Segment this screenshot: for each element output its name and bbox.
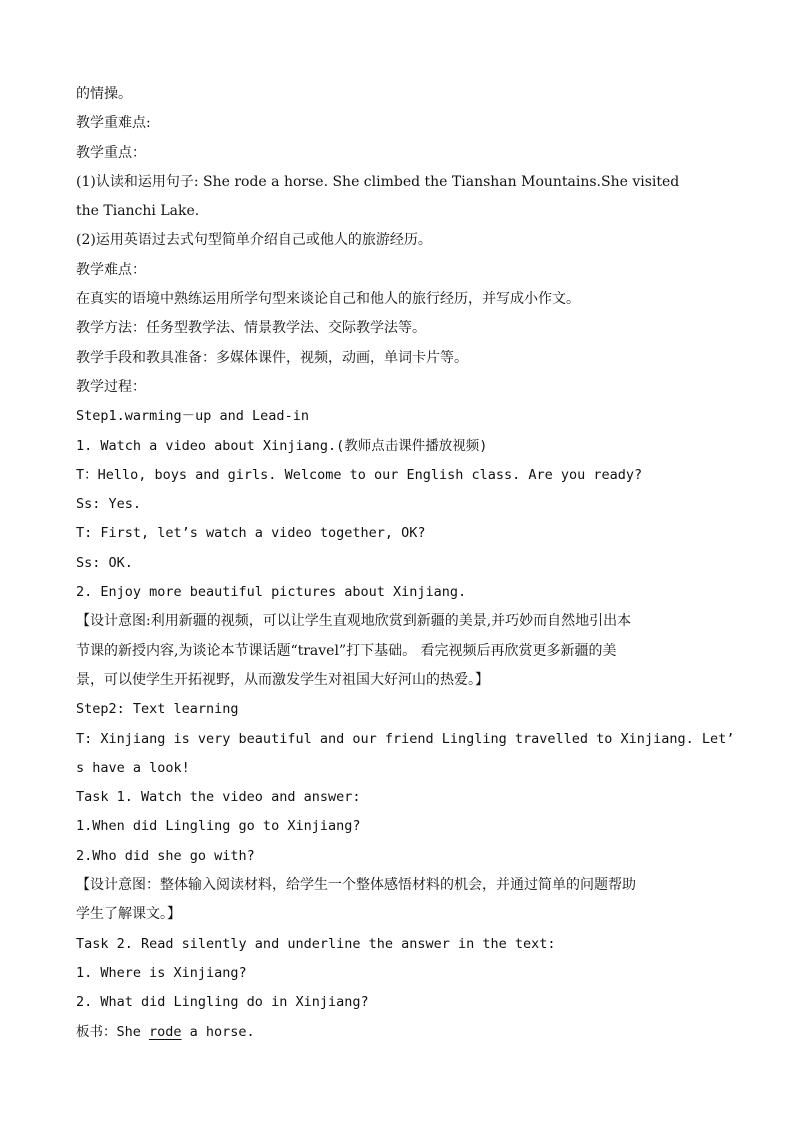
dialogue-line: T: First, let’s watch a video together, OK? xyxy=(76,525,426,542)
text-line: (2)运用英语过去式句型简单介绍自己或他人的旅游经历。 xyxy=(76,232,432,249)
underlined-word: rode xyxy=(149,1023,182,1040)
dialogue-line: Ss: Yes. xyxy=(76,496,142,513)
task-heading: Task 2. Read silently and underline the answer in the text: xyxy=(76,935,556,952)
dialogue-line: T：Hello, boys and girls. Welcome to our English class. Are you ready? xyxy=(76,466,643,483)
text-line: 在真实的语境中熟练运用所学句型来谈论自己和他人的旅行经历，并写成小作文。 xyxy=(76,291,580,308)
blackboard-suffix: a horse. xyxy=(181,1023,255,1040)
text-line: the Tianchi Lake. xyxy=(76,203,200,220)
text-line: 教学手段和教具准备：多媒体课件，视频，动画，单词卡片等。 xyxy=(76,349,468,366)
section-heading: 教学重点： xyxy=(76,144,146,161)
section-heading: 教学重难点: xyxy=(76,115,151,132)
dialogue-line: s have a look! xyxy=(76,759,190,776)
step-heading: Step1.warming－up and Lead-in xyxy=(76,408,309,425)
text-line: 1. Watch a video about Xinjiang.(教师点击课件播放视频) xyxy=(76,437,488,454)
design-intent-note: 学生了解课文。】 xyxy=(76,906,181,923)
task-heading: Task 1. Watch the video and answer: xyxy=(76,789,361,806)
question-line: 1.When did Lingling go to Xinjiang? xyxy=(76,818,361,835)
dialogue-line: T: Xinjiang is very beautiful and our friend Lingling travelled to Xinjiang. Let’ xyxy=(76,730,735,747)
design-intent-note: 【设计意图：整体输入阅读材料，给学生一个整体感悟材料的机会，并通过简单的问题帮助 xyxy=(76,877,636,894)
design-intent-note: 景，可以使学生开拓视野，从而激发学生对祖国大好河山的热爱。】 xyxy=(76,671,489,688)
text-line: 的情操。 xyxy=(76,86,132,102)
blackboard-prefix: 板书：She xyxy=(76,1023,150,1040)
step-heading: Step2: Text learning xyxy=(76,701,239,718)
design-intent-note: 【设计意图:利用新疆的视频，可以让学生直观地欣赏到新疆的美景,并巧妙而自然地引出本 xyxy=(76,613,632,630)
design-intent-note: 节课的新授内容,为谈论本节课话题“travel”打下基础。 看完视频后再欣赏更多新疆的美 xyxy=(76,642,617,659)
document-body xyxy=(76,80,735,1047)
section-heading: 教学过程： xyxy=(76,378,146,395)
section-heading: 教学难点： xyxy=(76,261,146,278)
text-line: 教学方法：任务型教学法、情景教学法、交际教学法等。 xyxy=(76,320,426,337)
text-line: 2. Enjoy more beautiful pictures about Xinjiang. xyxy=(76,584,467,601)
dialogue-line: Ss: OK. xyxy=(76,554,133,571)
blackboard-line xyxy=(76,1018,726,1047)
question-line: 1. Where is Xinjiang? xyxy=(76,964,247,981)
text-line: (1)认读和运用句子: She rode a horse. She climbed the Tianshan Mountains.She visited xyxy=(76,173,680,190)
question-line: 2.Who did she go with? xyxy=(76,847,255,864)
question-line: 2. What did Lingling do in Xinjiang? xyxy=(76,994,369,1011)
